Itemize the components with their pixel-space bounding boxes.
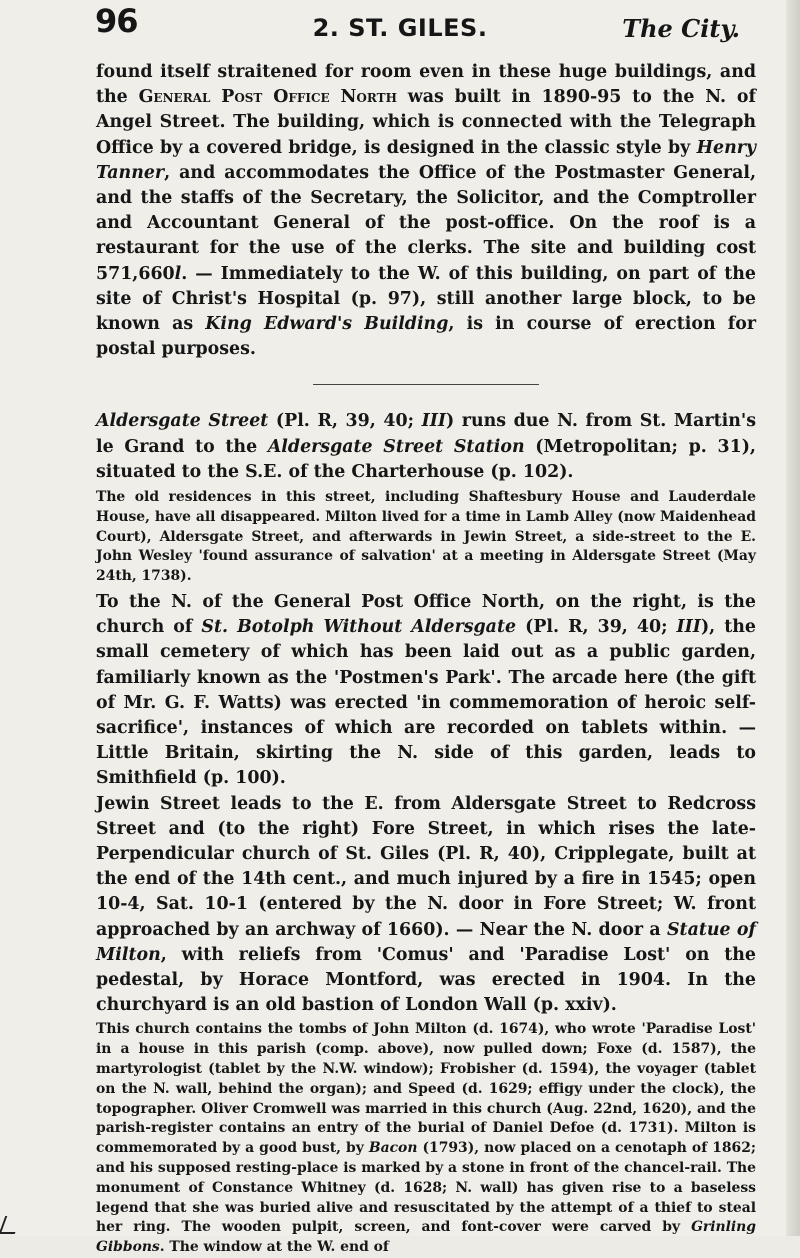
- page-body: [96, 60, 756, 1258]
- section-divider: [313, 384, 539, 385]
- running-title: 2. ST. GILES.: [312, 14, 488, 42]
- page-corner-mark: [0, 1216, 21, 1234]
- paragraph-st-giles: Jewin Street leads to the E. from Aldersgate Street to Redcross Street and (to the right) Fore Street, in which rises the late-Perpendicular church of St. Giles (Pl. R, 40), Cripplegate, built at the end of the 14th cent., and much injured by a fire in 1545; open 10-4, Sat. 10-1 (entered by the N. door in Fore Street; W. front approached by an archway of 1660). — Near the N. door a Statue of Milton, with reliefs from 'Comus' and 'Paradise Lost' on the pedestal, by Horace Montford, was erected in 1904. In the churchyard is an old bastion of London Wall (p. xxiv).: [96, 793, 756, 1016]
- note-aldersgate-residences: The old residences in this street, including Shaftesbury House and Lauderdale House, have all disappeared. Milton lived for a time in Lamb Alley (now Maidenhead Court), Aldersgate Street, and afterwards in Jewin Street, a side-street to the E. John Wesley 'found assurance of salvation' at a meeting in Aldersgate Street (May 24th, 1738).: [96, 489, 756, 585]
- paragraph-aldersgate-street: Aldersgate Street (Pl. R, 39, 40; III) runs due N. from St. Martin's le Grand to the Aldersgate Street Station (Metropolitan; p. 31), situated to the S.E. of the Charterhouse (p. 102).: [96, 411, 757, 482]
- statue-of-milton: Statue of Milton: [96, 919, 756, 965]
- aldersgate-street-heading: Aldersgate Street: [96, 411, 269, 432]
- aldersgate-station: Aldersgate Street Station: [267, 436, 525, 457]
- king-edward-building: King Edward's Building: [205, 314, 449, 335]
- note-st-giles-tombs: This church contains the tombs of John Milton (d. 1674), who wrote 'Paradise Lost' in a house in this parish (comp. above), now pulled down; Foxe (d. 1587), the martyrologist (tablet by the N.W. window); Frobisher (d. 1594), the voyager (tablet on the N. wall, behind the organ); and Speed (d. 1629; effigy under the clock), the topographer. Oliver Cromwell was married in this church (Aug. 22nd, 1620), and the parish-register contains an entry of the burial of Daniel Defoe (d. 1731). Milton is commemorated by a good bust, by Bacon (1793), now placed on a cenotaph of 1862; and his supposed resting-place is marked by a stone in front of the chancel-rail. The monument of Constance Whitney (d. 1628; N. wall) has given rise to a baseless legend that she was buried alive and resuscitated by the attempt of a thief to steal her ring. The wooden pulpit, screen, and font-cover were carved by Grinling Gibbons. The window at the W. end of: [96, 1021, 756, 1256]
- page-header: [0, 2, 800, 46]
- gpo-name: General Post Office North: [138, 87, 397, 108]
- page-number: 96: [95, 2, 138, 40]
- paragraph-st-botolph: To the N. of the General Post Office North, on the right, is the church of St. Botolph Without Aldersgate (Pl. R, 39, 40; III), the small cemetery of which has been laid out as a public garden, familiarly known as the 'Postmen's Park'. The arcade here (the gift of Mr. G. F. Watts) was erected 'in commemoration of heroic self-sacrifice', instances of which are recorded on tablets within. — Little Britain, skirting the N. side of this garden, leads to Smithfield (p. 100).: [96, 592, 756, 789]
- st-botolph-church: St. Botolph Without Aldersgate: [201, 617, 517, 638]
- paragraph-general-post-office: found itself straitened for room even in these huge buildings, and the General Post Office North was built in 1890-95 to the N. of Angel Street. The building, which is connected with the Telegraph Office by a covered bridge, is designed in the classic style by Henry Tanner, and accommodates the Office of the Postmaster General, and the staffs of the Secretary, the Solicitor, and the Comptroller and Accountant General of the post-office. On the roof is a restaurant for the use of the clerks. The site and building cost 571,660l. — Immediately to the W. of this building, on part of the site of Christ's Hospital (p. 97), still another large block, to be known as King Edward's Building, is in course of erection for postal purposes.: [96, 62, 756, 360]
- page-edge-shadow: [786, 0, 800, 1236]
- section-title: The City.: [622, 14, 740, 43]
- architect-name: Henry Tanner: [96, 137, 756, 183]
